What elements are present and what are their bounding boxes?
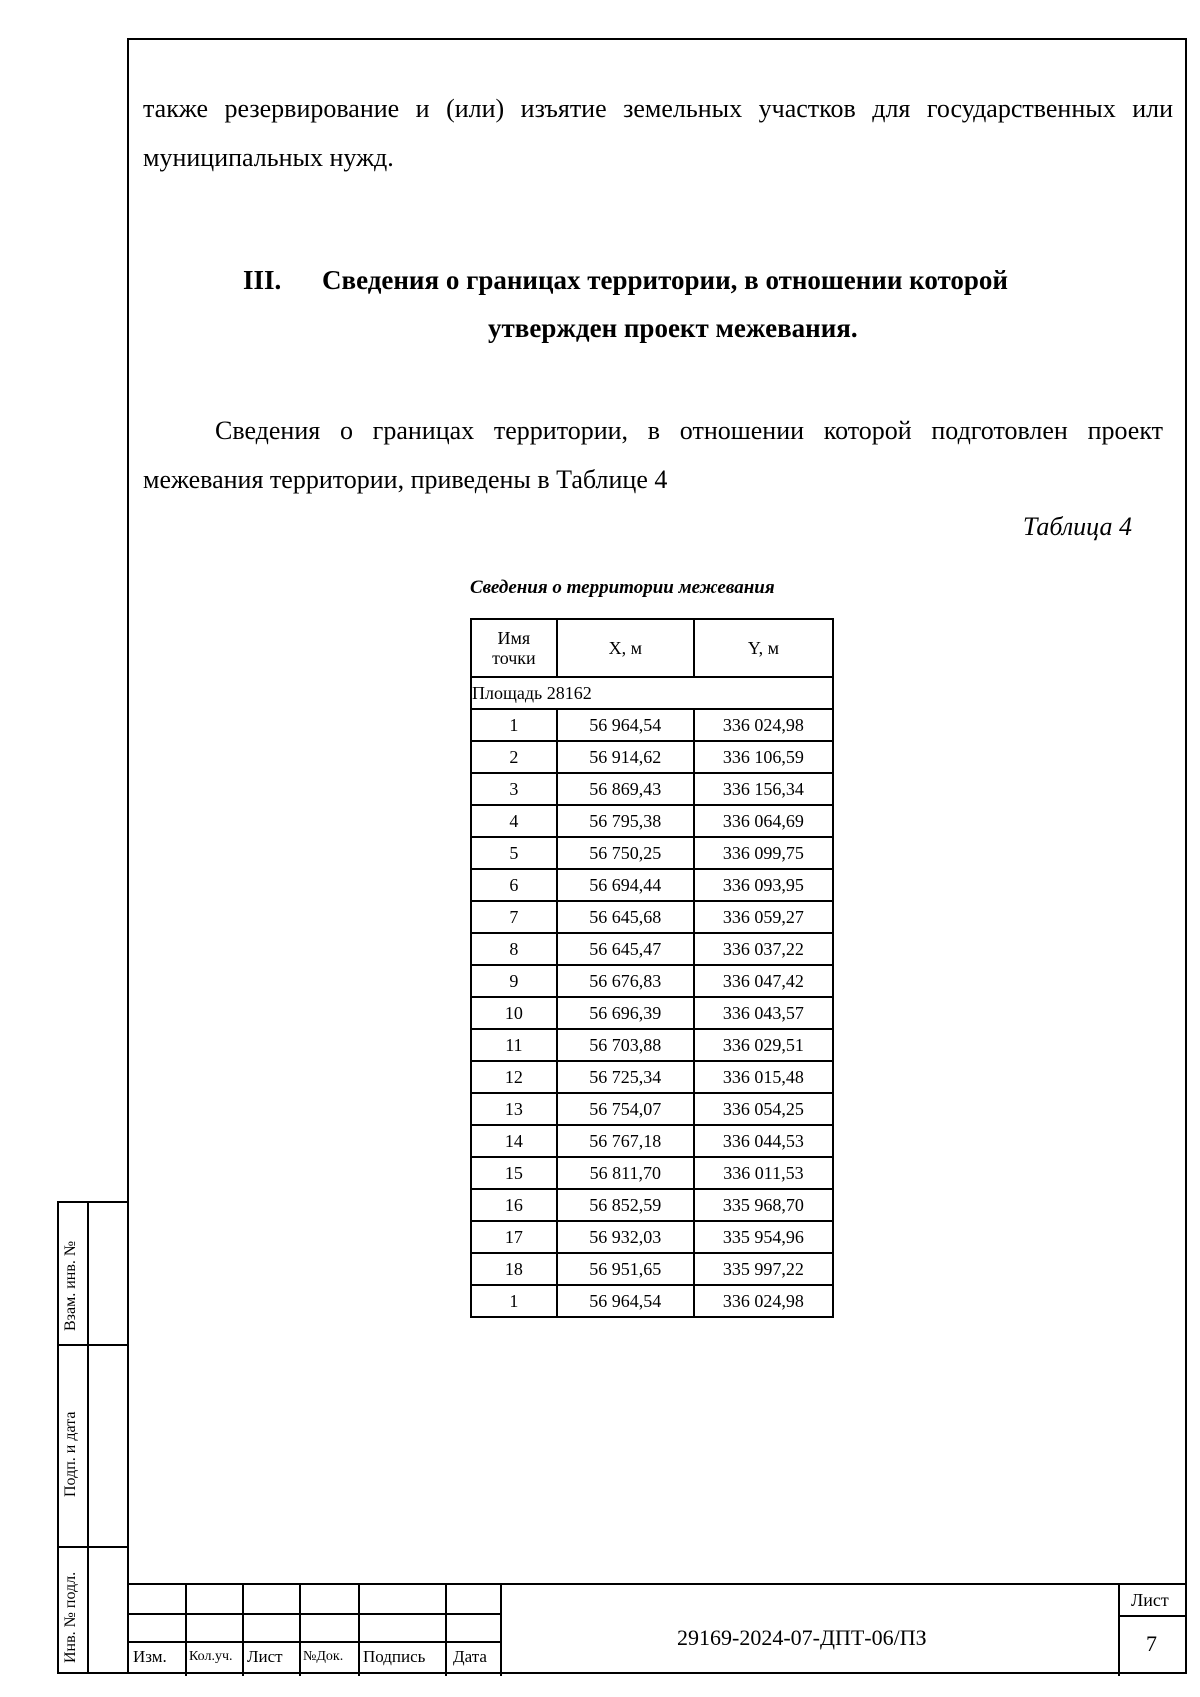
cell-y: 336 024,98 — [694, 709, 833, 741]
section-heading-line-2: утвержден проект межевания. — [488, 313, 858, 343]
table-row — [471, 1253, 833, 1285]
sheet-number: 7 — [1146, 1631, 1157, 1656]
section-heading-line-1: Сведения о границах территории, в отношении которой — [322, 265, 1008, 295]
sheet-label: Лист — [1131, 1590, 1169, 1610]
table-row — [471, 837, 833, 869]
table-row — [471, 1029, 833, 1061]
coordinates-table — [470, 618, 834, 1318]
table-row — [471, 1285, 833, 1317]
cell-y: 336 106,59 — [694, 741, 833, 773]
table-label: Таблица 4 — [1022, 512, 1132, 541]
table-row — [471, 869, 833, 901]
cell-x: 56 703,88 — [557, 1029, 694, 1061]
stamp-podpis: Подпись — [363, 1647, 426, 1666]
cell-x: 56 914,62 — [557, 741, 694, 773]
table-row — [471, 1189, 833, 1221]
cell-point-name: 9 — [471, 965, 557, 997]
cell-point-name: 14 — [471, 1125, 557, 1157]
cell-y: 336 099,75 — [694, 837, 833, 869]
stamp-izm: Изм. — [133, 1647, 167, 1666]
title-block — [127, 1583, 1187, 1676]
area-row — [471, 677, 833, 709]
cell-x: 56 964,54 — [557, 709, 694, 741]
cell-x: 56 725,34 — [557, 1061, 694, 1093]
cell-x: 56 767,18 — [557, 1125, 694, 1157]
table-row — [471, 1061, 833, 1093]
cell-point-name: 4 — [471, 805, 557, 837]
table-row — [471, 1125, 833, 1157]
side-label-inv-podl: Инв. № подл. — [62, 1571, 79, 1663]
cell-point-name: 13 — [471, 1093, 557, 1125]
header-point-name: Имя точки — [471, 619, 557, 677]
area-cell: Площадь 28162 — [471, 677, 833, 709]
cell-y: 336 047,42 — [694, 965, 833, 997]
cell-point-name: 18 — [471, 1253, 557, 1285]
cell-x: 56 750,25 — [557, 837, 694, 869]
cell-point-name: 5 — [471, 837, 557, 869]
cell-x: 56 852,59 — [557, 1189, 694, 1221]
side-label-podp-data: Подп. и дата — [62, 1411, 79, 1497]
cell-y: 335 968,70 — [694, 1189, 833, 1221]
cell-point-name: 16 — [471, 1189, 557, 1221]
table-row — [471, 1157, 833, 1189]
table-row — [471, 1221, 833, 1253]
table-row — [471, 741, 833, 773]
cell-x: 56 645,47 — [557, 933, 694, 965]
cell-x: 56 696,39 — [557, 997, 694, 1029]
stamp-n-dok: №Док. — [303, 1649, 344, 1664]
cell-point-name: 15 — [471, 1157, 557, 1189]
cell-point-name: 17 — [471, 1221, 557, 1253]
cell-x: 56 964,54 — [557, 1285, 694, 1317]
table-row — [471, 965, 833, 997]
paragraph-intro: также резервирование и (или) изъятие земельных участков для государственных или муниципальных нужд. — [143, 94, 1173, 172]
cell-point-name: 12 — [471, 1061, 557, 1093]
table-row — [471, 933, 833, 965]
cell-x: 56 694,44 — [557, 869, 694, 901]
table-header-row — [471, 619, 833, 677]
cell-x: 56 811,70 — [557, 1157, 694, 1189]
stamp-list: Лист — [247, 1647, 283, 1666]
cell-y: 336 156,34 — [694, 773, 833, 805]
table-row — [471, 709, 833, 741]
cell-x: 56 951,65 — [557, 1253, 694, 1285]
header-y: Y, м — [694, 619, 833, 677]
table-row — [471, 901, 833, 933]
cell-x: 56 676,83 — [557, 965, 694, 997]
cell-y: 336 011,53 — [694, 1157, 833, 1189]
table-row — [471, 805, 833, 837]
paragraph-table-reference: Сведения о границах территории, в отношении которой подготовлен проект межевания территории, приведены в Таблице 4 — [143, 416, 1163, 494]
stamp-kol-uch: Кол.уч. — [189, 1649, 233, 1664]
cell-y: 336 037,22 — [694, 933, 833, 965]
cell-x: 56 932,03 — [557, 1221, 694, 1253]
table-row — [471, 1093, 833, 1125]
cell-point-name: 8 — [471, 933, 557, 965]
cell-x: 56 754,07 — [557, 1093, 694, 1125]
side-label-vzam-inv: Взам. инв. № — [62, 1240, 79, 1331]
cell-y: 335 954,96 — [694, 1221, 833, 1253]
cell-point-name: 3 — [471, 773, 557, 805]
cell-point-name: 2 — [471, 741, 557, 773]
cell-y: 335 997,22 — [694, 1253, 833, 1285]
table-row — [471, 773, 833, 805]
cell-x: 56 869,43 — [557, 773, 694, 805]
cell-x: 56 645,68 — [557, 901, 694, 933]
stamp-data: Дата — [453, 1647, 487, 1666]
cell-x: 56 795,38 — [557, 805, 694, 837]
cell-point-name: 11 — [471, 1029, 557, 1061]
cell-y: 336 054,25 — [694, 1093, 833, 1125]
header-x: X, м — [557, 619, 694, 677]
document-code: 29169-2024-07-ДПТ-06/ПЗ — [677, 1625, 927, 1650]
cell-point-name: 6 — [471, 869, 557, 901]
cell-y: 336 015,48 — [694, 1061, 833, 1093]
cell-point-name: 1 — [471, 1285, 557, 1317]
table-row — [471, 997, 833, 1029]
cell-y: 336 093,95 — [694, 869, 833, 901]
cell-point-name: 1 — [471, 709, 557, 741]
cell-y: 336 064,69 — [694, 805, 833, 837]
cell-y: 336 024,98 — [694, 1285, 833, 1317]
table-title: Сведения о территории межевания — [470, 577, 775, 598]
cell-y: 336 029,51 — [694, 1029, 833, 1061]
cell-y: 336 044,53 — [694, 1125, 833, 1157]
cell-point-name: 10 — [471, 997, 557, 1029]
cell-y: 336 043,57 — [694, 997, 833, 1029]
section-number: III. — [243, 265, 282, 295]
cell-point-name: 7 — [471, 901, 557, 933]
cell-y: 336 059,27 — [694, 901, 833, 933]
side-stamp — [57, 1201, 129, 1674]
